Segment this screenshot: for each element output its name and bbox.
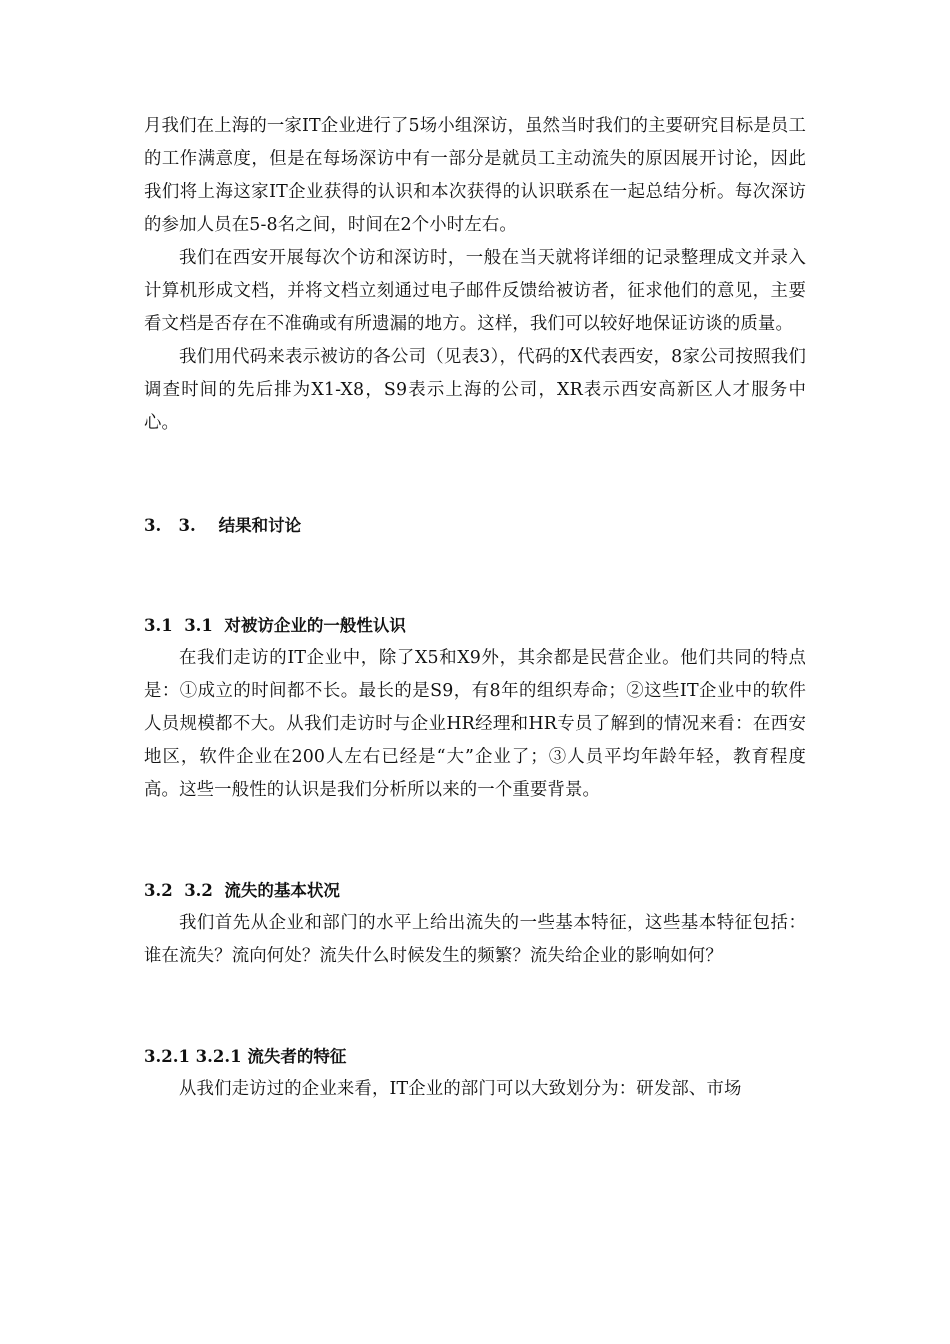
section-heading-results: 3. 3. 结果和讨论 [144,516,302,535]
paragraph-company-codes: 我们用代码来表示被访的各公司（见表3），代码的X代表西安，8家公司按照我们调查时间的先后排为X1-X8，S9表示上海的公司，XR表示西安高新区人才服务中心。 [144,347,806,433]
paragraph-xian-records: 我们在西安开展每次个访和深访时，一般在当天就将详细的记录整理成文并录入计算机形成文档，并将文档立刻通过电子邮件反馈给被访者，征求他们的意见，主要看文档是否存在不准确或有所遗漏的地方。这样，我们可以较好地保证访谈的质量。 [144,248,806,334]
paragraph-basic-status: 我们首先从企业和部门的水平上给出流失的一些基本特征，这些基本特征包括：谁在流失？流向何处？流失什么时候发生的频繁？流失给企业的影响如何？ [144,913,806,966]
subsection-heading-3-2: 3.2 3.2 流失的基本状况 [144,881,340,900]
subsection-heading-3-1: 3.1 3.1 对被访企业的一般性认识 [144,616,406,635]
paragraph-leaver-features: 从我们走访过的企业来看，IT企业的部门可以大致划分为：研发部、市场 [179,1079,742,1099]
document-body [144,110,806,1106]
paragraph-shanghai-interviews: 月我们在上海的一家IT企业进行了5场小组深访，虽然当时我们的主要研究目标是员工的工作满意度，但是在每场深访中有一部分是就员工主动流失的原因展开讨论，因此我们将上海这家IT企业获得的认识和本次获得的认识联系在一起总结分析。每次深访的参加人员在5-8名之间，时间在2个小时左右。 [144,116,806,235]
subsection-heading-3-2-1: 3.2.1 3.2.1 流失者的特征 [144,1047,347,1066]
paragraph-general-understanding: 在我们走访的IT企业中，除了X5和X9外，其余都是民营企业。他们共同的特点是：①成立的时间都不长。最长的是S9，有8年的组织寿命；②这些IT企业中的软件人员规模都不大。从我们走访时与企业HR经理和HR专员了解到的情况来看：在西安地区，软件企业在200人左右已经是“大”企业了；③人员平均年龄年轻，教育程度高。这些一般性的认识是我们分析所以来的一个重要背景。 [144,648,806,800]
